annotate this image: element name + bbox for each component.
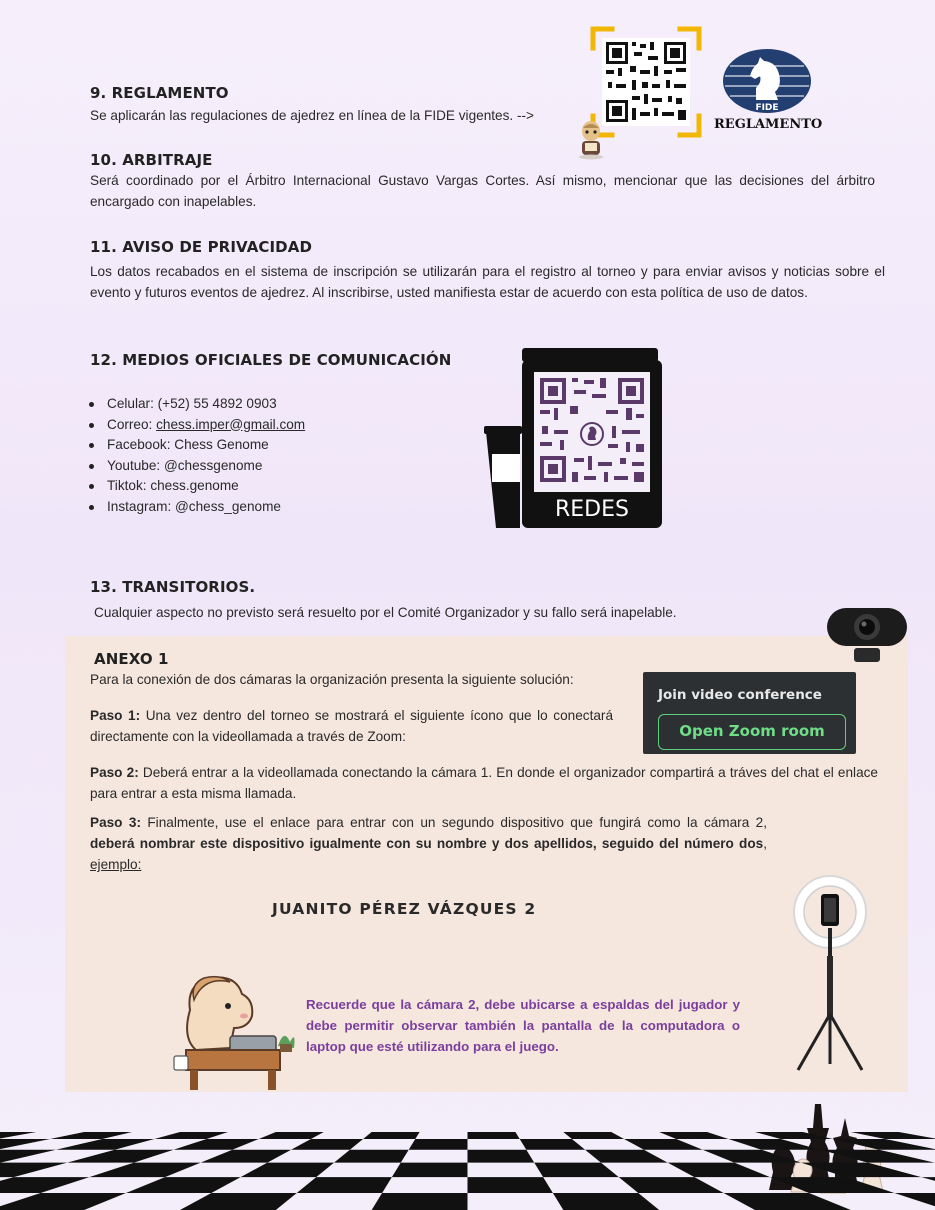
example-device-name: JUANITO PÉREZ VÁZQUES 2: [272, 900, 537, 918]
redes-qr-code[interactable]: [480, 346, 665, 530]
section-9-text: Se aplicarán las regulaciones de ajedrez en línea de la FIDE vigentes. -->: [90, 108, 534, 123]
chess-mascot-icon: [574, 118, 608, 160]
section-11-text: Los datos recabados en el sistema de inscripción se utilizarán para el registro al torneo y para enviar avisos y noticias sobre el evento y futuros eventos de ajedrez. Al inscribirse, usted manifiesta estar de acuerdo con esta política de uso de datos.: [90, 264, 885, 300]
email-link[interactable]: chess.imper@gmail.com: [156, 416, 306, 432]
section-11-title: 11. AVISO DE PRIVACIDAD: [90, 238, 312, 256]
contact-item-facebook: Facebook: Chess Genome: [89, 435, 305, 456]
contact-item-email: Correo: chess.imper@gmail.com: [89, 415, 305, 436]
contact-item-phone: Celular: (+52) 55 4892 0903: [89, 394, 305, 415]
horse-mascot-laptop-icon: [160, 970, 300, 1092]
section-10-text: Será coordinado por el Árbitro Internacional Gustavo Vargas Cortes. Así mismo, mencionar que las decisiones del árbitro encargado con inapelables.: [90, 173, 875, 209]
anexo-paso-1: Paso 1: Una vez dentro del torneo se mostrará el siguiente ícono que lo conectará directamente con la videollamada a través de Zoom:: [90, 708, 614, 744]
anexo-intro: Para la conexión de dos cámaras la organización presenta la siguiente solución:: [90, 672, 574, 687]
contact-item-youtube: Youtube: @chessgenome: [89, 456, 305, 477]
section-13-text: Cualquier aspecto no previsto será resuelto por el Comité Organizador y su fallo será inapelable.: [94, 605, 677, 620]
anexo-title: ANEXO 1: [94, 650, 169, 668]
section-10-title: 10. ARBITRAJE: [90, 151, 213, 169]
fide-reglamento-label: REGLAMENTO: [714, 117, 823, 132]
checkerboard-floor: [0, 1132, 935, 1210]
zoom-join-panel: [643, 672, 856, 754]
ring-light-tripod-icon: [784, 872, 884, 1082]
webcam-icon: [824, 604, 910, 666]
open-zoom-room-button[interactable]: Open Zoom room: [658, 714, 846, 750]
redes-label: REDES: [555, 497, 629, 522]
section-13-title: 13. TRANSITORIOS.: [90, 578, 256, 596]
contact-item-instagram: Instagram: @chess_genome: [89, 497, 305, 518]
anexo-paso-3: Paso 3: Finalmente, use el enlace para entrar con un segundo dispositivo que fungirá como la cámara 2, deberá nombrar este dispositivo igualmente con su nombre y dos apellidos, seguido del número dos, ejemplo:: [90, 815, 768, 872]
contact-item-tiktok: Tiktok: chess.genome: [89, 476, 305, 497]
section-9-title: 9. REGLAMENTO: [90, 84, 229, 102]
contact-list: [89, 394, 305, 517]
anexo-paso-2: Paso 2: Deberá entrar a la videollamada conectando la cámara 1. En donde el organizador compartirá a tráves del chat el enlace para entrar a esta misma llamada.: [90, 765, 878, 801]
fide-logo-text: FIDE: [755, 103, 779, 113]
fide-logo: [722, 48, 812, 114]
section-12-title: 12. MEDIOS OFICIALES DE COMUNICACIÓN: [90, 351, 452, 369]
anexo-note: Recuerde que la cámara 2, debe ubicarse a espaldas del jugador y debe permitir observar también la pantalla de la computadora o laptop que esté utilizando para el juego.: [306, 997, 740, 1054]
zoom-join-title: Join video conference: [658, 687, 822, 703]
